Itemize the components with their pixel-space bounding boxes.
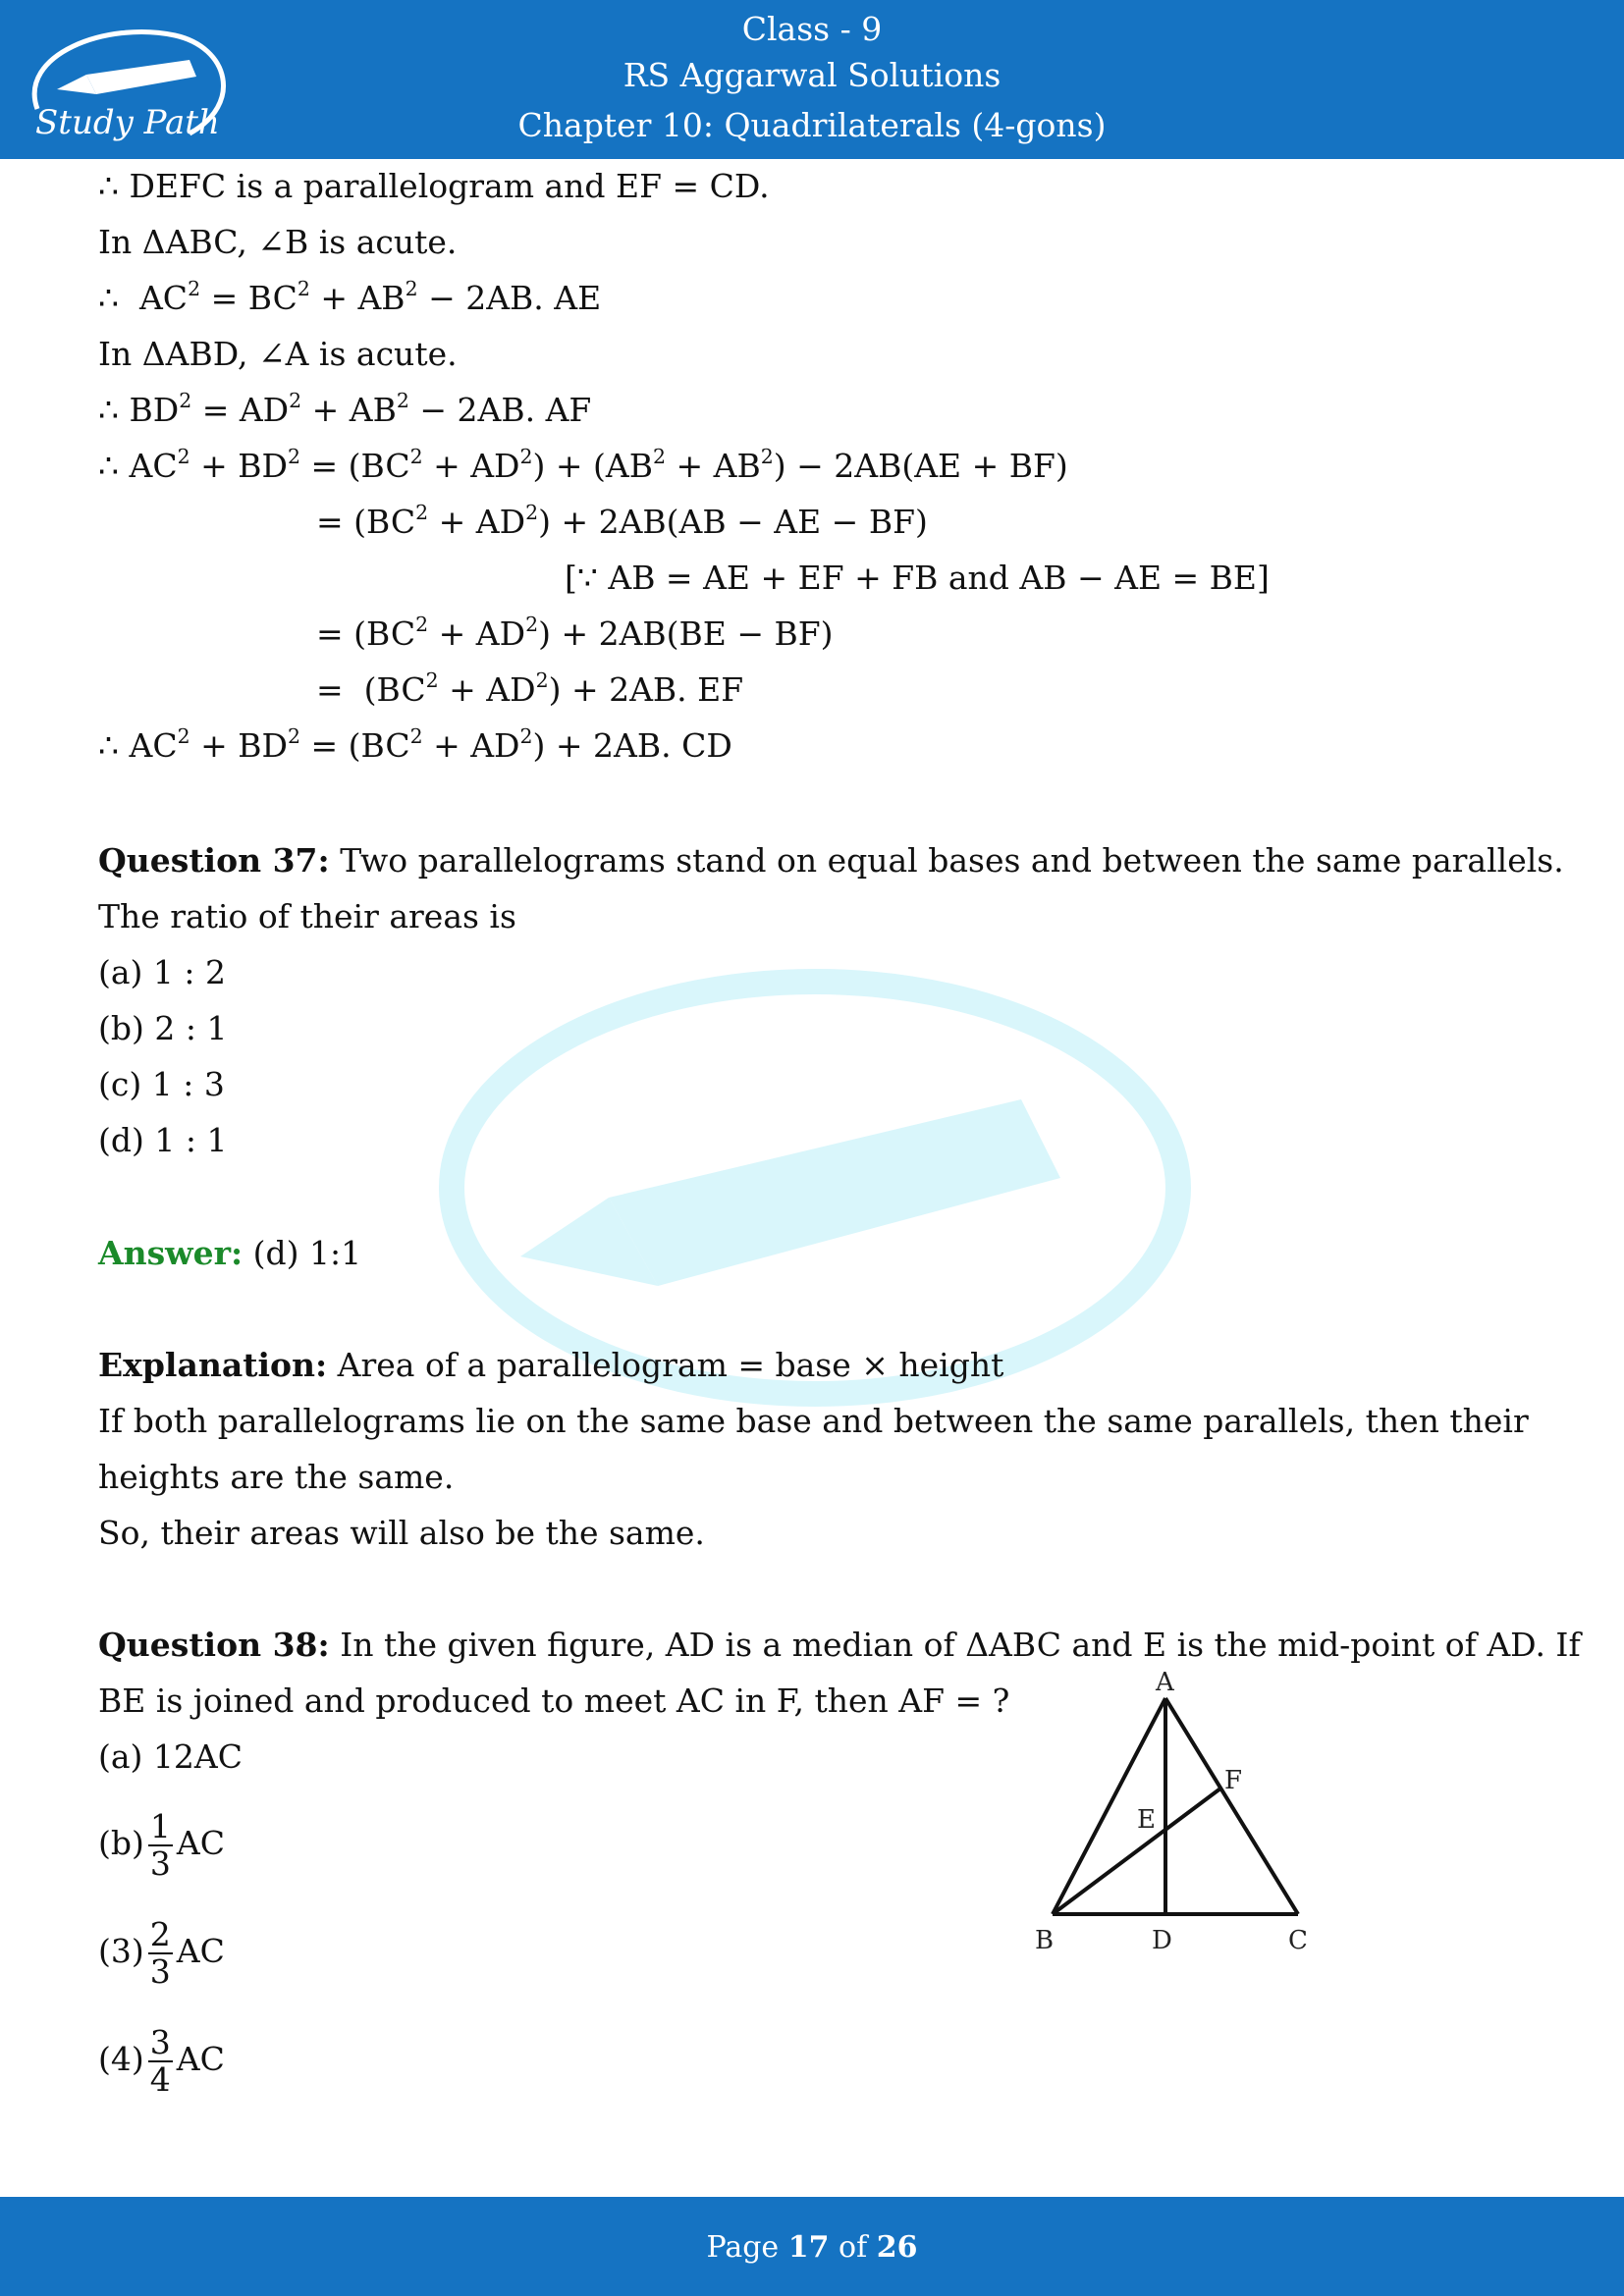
solution-line-2: In ΔABC, ∠B is acute. [98, 223, 458, 261]
q37-option-a: (a) 1 : 2 [98, 953, 227, 991]
page-footer [0, 2197, 1624, 2296]
q37-option-b: (b) 2 : 1 [98, 1009, 228, 1047]
option-b-prefix: (b) [98, 1824, 144, 1862]
option-4-suffix: AC [176, 2040, 225, 2078]
page-number [0, 2230, 1624, 2266]
equation-sum-4: = $(BC^2 + AD^2) + 2AB$. EF [316, 667, 744, 709]
option-4-prefix: (4) [98, 2040, 144, 2078]
q37-explanation [98, 1346, 1003, 1385]
header-book: RS Aggarwal Solutions [623, 56, 1001, 94]
q38-option-3 [98, 1912, 225, 1991]
label-c: C [1288, 1926, 1308, 1955]
explanation-line-1: If both parallelograms lie on the same base and between the same parallels, then their [98, 1402, 1529, 1440]
watermark-logo [432, 962, 1198, 1472]
explanation-line-3: So, their areas will also be the same. [98, 1514, 705, 1552]
page-header [0, 0, 1624, 159]
fraction-denominator: 3 [149, 1844, 171, 1883]
q38-line-1 [98, 1626, 1581, 1665]
explanation-label: Explanation: [98, 1346, 328, 1384]
side-ac [1165, 1698, 1298, 1914]
fraction-denominator: 4 [149, 2060, 171, 2099]
total-pages: 26 [876, 2230, 918, 2265]
logo-text: Study Path [35, 103, 220, 142]
fraction-denominator: 3 [149, 1952, 171, 1991]
label-e: E [1137, 1805, 1156, 1835]
current-page: 17 [787, 2230, 830, 2265]
answer-text: (d) 1:1 [252, 1234, 362, 1272]
equation-sum-1: ∴ $AC^2 + BD^2 = (BC^2 + AD^2) + (AB^2 + AB^2) - 2AB(AE + BF)$ [98, 444, 1068, 485]
equation-ac-squared: ∴ $AC^2 = BC^2 + AB^2 - 2AB$. AE [98, 276, 602, 317]
option-4-fraction [148, 2025, 173, 2098]
page-word: Page [706, 2230, 780, 2265]
q38-label: Question 38: [98, 1626, 330, 1664]
fraction-numerator: 1 [149, 1807, 171, 1845]
q37-option-d: (d) 1 : 1 [98, 1121, 228, 1159]
q38-option-a: (a) 12AC [98, 1737, 243, 1776]
answer-label: Answer: [98, 1234, 244, 1272]
fraction-numerator: 2 [149, 1915, 171, 1953]
header-class: Class - 9 [741, 10, 883, 48]
equation-sum-2: = $(BC^2 + AD^2) + 2AB(AB$ − AE − BF) [316, 500, 928, 541]
q37-text-1: Two parallelograms stand on equal bases and between the same parallels. [340, 841, 1564, 880]
q37-line-1 [98, 841, 1564, 881]
explanation-text: Area of a parallelogram = base × height [337, 1346, 1004, 1384]
equation-bd-squared: ∴ $BD^2 = AD^2 + AB^2 - 2AB$. AF [98, 388, 592, 429]
solution-line-3: In ΔABD, ∠A is acute. [98, 335, 458, 373]
solution-line-1: ∴ DEFC is a parallelogram and EF = CD. [98, 167, 770, 205]
option-3-fraction [148, 1917, 173, 1990]
header-chapter: Chapter 10: Quadrilaterals (4-gons) [517, 106, 1107, 144]
of-word: of [839, 2230, 868, 2265]
option-3-suffix: AC [176, 1932, 225, 1970]
q38-option-b [98, 1804, 225, 1883]
q38-text-2: BE is joined and produced to meet AC in F, then AF = ? [98, 1682, 1010, 1720]
fraction-numerator: 3 [149, 2023, 171, 2061]
label-a: A [1156, 1669, 1174, 1697]
option-b-suffix: AC [176, 1824, 225, 1862]
label-b: B [1035, 1926, 1055, 1955]
q37-option-c: (c) 1 : 3 [98, 1065, 225, 1103]
equation-note: [∵ AB = AE + EF + FB and AB − AE = BE] [565, 559, 1270, 597]
label-f: F [1224, 1766, 1243, 1795]
option-b-fraction [148, 1809, 173, 1882]
q38-option-4 [98, 2020, 225, 2099]
q37-text-2: The ratio of their areas is [98, 897, 516, 935]
explanation-line-2: heights are the same. [98, 1458, 455, 1496]
equation-result: ∴ $AC^2 + BD^2 = (BC^2 + AD^2) + 2AB$. CD [98, 723, 732, 765]
q37-answer [98, 1234, 361, 1273]
q37-label: Question 37: [98, 841, 330, 880]
triangle-figure [1021, 1669, 1335, 1963]
equation-sum-3: = $(BC^2 + AD^2) + 2AB(BE - BF)$ [316, 612, 834, 653]
label-d: D [1152, 1926, 1172, 1955]
option-3-prefix: (3) [98, 1932, 144, 1970]
q38-text-1: In the given figure, AD is a median of ΔABC and E is the mid-point of AD. If [340, 1626, 1581, 1664]
